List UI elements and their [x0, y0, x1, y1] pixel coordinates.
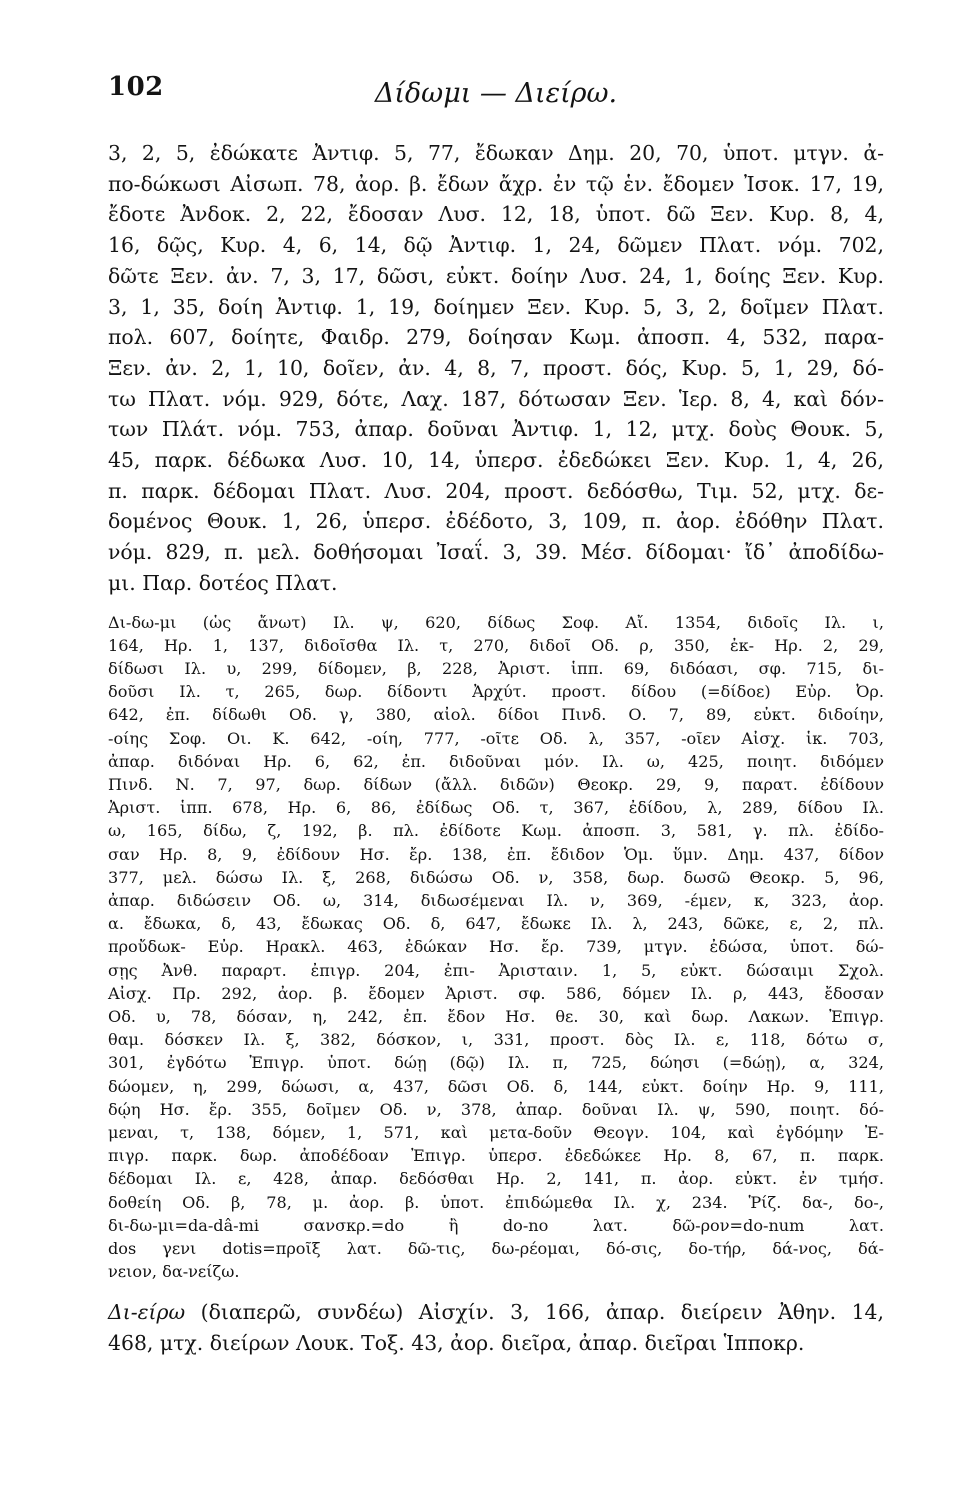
headword: Δι-είρω	[108, 1300, 186, 1325]
text-line: θαμ. δόσκεν Ιλ. ξ, 382, δόσκον, ι, 331, προστ. δὸς Ιλ. ε, 118, δότω σ,	[108, 1030, 884, 1050]
text-line: Οδ. υ, 78, δόσαν, η, 242, ἐπ. ἔδον Ησ. θε. 30, καὶ δωρ. Λακων. Ἐπιγρ.	[108, 1007, 884, 1026]
text-line: δώομεν, η, 299, δώωσι, α, 437, δῶσι Οδ. δ, 144, εὐκτ. δοίην Ηρ. 9, 111,	[108, 1076, 884, 1096]
page-number: 102	[108, 72, 164, 102]
text-line: δοθείη Οδ. β, 78, μ. ἀορ. β. ὑποτ. ἐπιδώμεθα Ιλ. χ, 234. Ῥίζ. δα-, δο-,	[108, 1192, 884, 1212]
text-line: Ἀριστ. ἱππ. 678, Ηρ. 6, 86, ἐδίδως Οδ. τ, 367, ἐδίδου, λ, 289, δίδου Ιλ.	[108, 798, 884, 818]
entry-didomi-forms	[108, 138, 884, 599]
text-line: νειον, δα-νείζω.	[108, 1262, 240, 1282]
text-line	[108, 1297, 884, 1328]
text-line: 3, 2, 5, ἐδώκατε Ἀντιφ. 5, 77, ἔδωκαν Δημ. 20, 70, ὑποτ. μτγν. ἀ-	[108, 141, 884, 165]
text-line: δομένος Θουκ. 1, 26, ὑπερσ. ἐδέδοτο, 3, 109, π. ἀορ. ἐδόθην Πλατ.	[108, 509, 884, 534]
text-line: -οίης Σοφ. Οι. Κ. 642, -οίη, 777, -οῖτε Οδ. λ, 357, -οῖεν Αἰσχ. ἱκ. 703,	[108, 728, 884, 748]
text-line: δίδωσι Ιλ. υ, 299, δίδομεν, β, 228, Ἀριστ. ἱππ. 69, διδόασι, σφ. 715, δι-	[108, 658, 884, 678]
text-line: 642, ἐπ. δίδωθι Οδ. γ, 380, αἰολ. δίδοι Πινδ. Ο. 7, 89, εὐκτ. διδοίην,	[108, 705, 884, 725]
text-line: δῶτε Ξεν. ἀν. 7, 3, 17, δῶσι, εὐκτ. δοίην Λυσ. 24, 1, δοίης Ξεν. Κυρ.	[108, 263, 884, 288]
text-line: 164, Ηρ. 1, 137, διδοῖσθα Ιλ. τ, 270, διδοῖ Οδ. ρ, 350, ἐκ- Ηρ. 2, 29,	[108, 635, 884, 655]
page-header	[108, 70, 884, 124]
text-line: α. ἔδωκα, δ, 43, ἔδωκας Οδ. δ, 647, ἔδωκε Ιλ. λ, 243, δῶκε, ε, 2, πλ.	[108, 914, 884, 934]
entry-dieiro	[108, 1297, 884, 1358]
text-line: πο-δώκωσι Αἰσωπ. 78, ἀορ. β. ἔδων ἄχρ. ἐν τῷ ἑν. ἔδομεν Ἰσοκ. 17, 19,	[108, 171, 884, 196]
text-line: ἔδοτε Ἀνδοκ. 2, 22, ἔδοσαν Λυσ. 12, 18, ὑποτ. δῶ Ξεν. Κυρ. 8, 4,	[108, 202, 884, 227]
text-line: 377, μελ. δώσω Ιλ. ξ, 268, διδώσω Οδ. ν, 358, δωρ. δωσῶ Θεοκρ. 5, 96,	[108, 867, 884, 887]
text-line: π. παρκ. δέδομαι Πλατ. Λυσ. 204, προστ. δεδόσθω, Τιμ. 52, μτχ. δε-	[108, 478, 884, 503]
text-line: μι. Παρ. δοτέος Πλατ.	[108, 570, 338, 595]
text-line: δῴη Ησ. ἔρ. 355, δοῖμεν Οδ. ν, 378, ἀπαρ. δοῦναι Ιλ. ψ, 590, ποιητ. δό-	[108, 1099, 884, 1119]
text-line: προὔδωκ- Εὐρ. Ηρακλ. 463, ἐδώκαν Ησ. ἔρ. 739, μτγν. ἐδώσα, ὑποτ. δώ-	[108, 937, 884, 957]
entry-didomi-dialects	[108, 611, 884, 1284]
text-line: 45, παρκ. δέδωκα Λυσ. 10, 14, ὑπερσ. ἐδεδώκει Ξεν. Κυρ. 1, 4, 26,	[108, 448, 884, 473]
text-line: δι-δω-μι=da-dâ-mi σανσκρ.=do ἢ do-no λατ. δῶ-ρον=do-num λατ.	[108, 1215, 884, 1235]
text-line: πολ. 607, δοίητε, Φαιδρ. 279, δοίησαν Κωμ. ἀποσπ. 4, 532, παρα-	[108, 325, 884, 350]
text-line: πιγρ. παρκ. δωρ. ἀποδέδοαν Ἐπιγρ. ὑπερσ. ἐδεδώκεε Ηρ. 8, 67, π. παρκ.	[108, 1146, 884, 1166]
text-line: νόμ. 829, π. μελ. δοθήσομαι Ἰσαΐ. 3, 39. Μέσ. δίδομαι· ἴδ᾽ ἀποδίδω-	[108, 540, 884, 565]
text-line: σαν Ηρ. 8, 9, ἐδίδουν Ησ. ἔρ. 138, ἐπ. ἔδιδον Ὁμ. ὕμν. Δημ. 437, δίδον	[108, 844, 884, 864]
text-line: Ξεν. ἀν. 2, 1, 10, δοῖεν, ἀν. 4, 8, 7, προστ. δός, Κυρ. 5, 1, 29, δό-	[108, 355, 884, 380]
page	[108, 70, 884, 1450]
text-line: 16, δῷς, Κυρ. 4, 6, 14, δῷ Ἀντιφ. 1, 24, δῶμεν Πλατ. νόμ. 702,	[108, 233, 884, 258]
text-line: dos γενι dotis=προῖξ λατ. δῶ-τις, δω-ρέομαι, δό-σις, δο-τήρ, δά-νος, δά-	[108, 1239, 884, 1259]
text-line: μεναι, τ, 138, δόμεν, 1, 571, καὶ μετα-δοῦν Θεογν. 104, καὶ ἐγδόμην Ἐ-	[108, 1123, 884, 1143]
text-line: ω, 165, δίδω, ζ, 192, β. πλ. ἐδίδοτε Κωμ. ἀποσπ. 3, 581, γ. πλ. ἐδίδο-	[108, 821, 884, 841]
text-line: ἀπαρ. διδώσειν Οδ. ω, 314, διδωσέμεναι Ιλ. ν, 369, -έμεν, κ, 323, ἀορ.	[108, 890, 884, 910]
text-line: Αἰσχ. Πρ. 292, ἀορ. β. ἔδομεν Ἀριστ. σφ. 586, δόμεν Ιλ. ρ, 443, ἔδοσαν	[108, 983, 884, 1003]
text-line: δοῦσι Ιλ. τ, 265, δωρ. δίδοντι Ἀρχύτ. προστ. δίδου (=δίδοε) Εὐρ. Ὀρ.	[108, 682, 884, 702]
text-line: τω Πλατ. νόμ. 929, δότε, Λαχ. 187, δότωσαν Ξεν. Ἱερ. 8, 4, καὶ δόν-	[108, 386, 884, 411]
text-line: 468, μτχ. διείρων Λουκ. Τοξ. 43, ἀορ. διεῖρα, ἀπαρ. διεῖραι Ἱπποκρ.	[108, 1330, 805, 1355]
text-line: ἀπαρ. διδόναι Ηρ. 6, 62, ἐπ. διδοῦναι μόν. Ιλ. ω, 425, ποιητ. διδόμεν	[108, 751, 884, 771]
text-line: των Πλάτ. νόμ. 753, ἀπαρ. δοῦναι Ἀντιφ. 1, 12, μτχ. δοὺς Θουκ. 5,	[108, 417, 884, 442]
text-line: 3, 1, 35, δοίη Ἀντιφ. 1, 19, δοίημεν Ξεν. Κυρ. 5, 3, 2, δοῖμεν Πλατ.	[108, 294, 884, 319]
text-line: σῃς Ἀνθ. παραρτ. ἐπιγρ. 204, ἐπι- Ἀρισταιν. 1, 5, εὐκτ. δώσαιμι Σχολ.	[108, 960, 884, 980]
running-title: Δίδωμι — Διείρω.	[374, 78, 618, 109]
text-fragment: (διαπερῶ, συνδέω) Αἰσχίν. 3, 166, ἀπαρ. διείρειν Ἀθην. 14,	[185, 1300, 884, 1325]
text-line: Δι-δω-μι (ὡς ἄνωτ) Ιλ. ψ, 620, δίδως Σοφ. Αἴ. 1354, διδοῖς Ιλ. ι,	[108, 612, 884, 632]
text-line: 301, ἐγδότω Ἐπιγρ. ὑποτ. δώῃ (δῷ) Ιλ. π, 725, δώησι (=δώῃ), α, 324,	[108, 1053, 884, 1073]
text-line: Πινδ. Ν. 7, 97, δωρ. δίδων (ἄλλ. διδῶν) Θεοκρ. 29, 9, παρατ. ἐδίδουν	[108, 774, 884, 794]
text-line: δέδομαι Ιλ. ε, 428, ἀπαρ. δεδόσθαι Ηρ. 2, 141, π. ἀορ. εὐκτ. ἐν τμήσ.	[108, 1169, 884, 1189]
